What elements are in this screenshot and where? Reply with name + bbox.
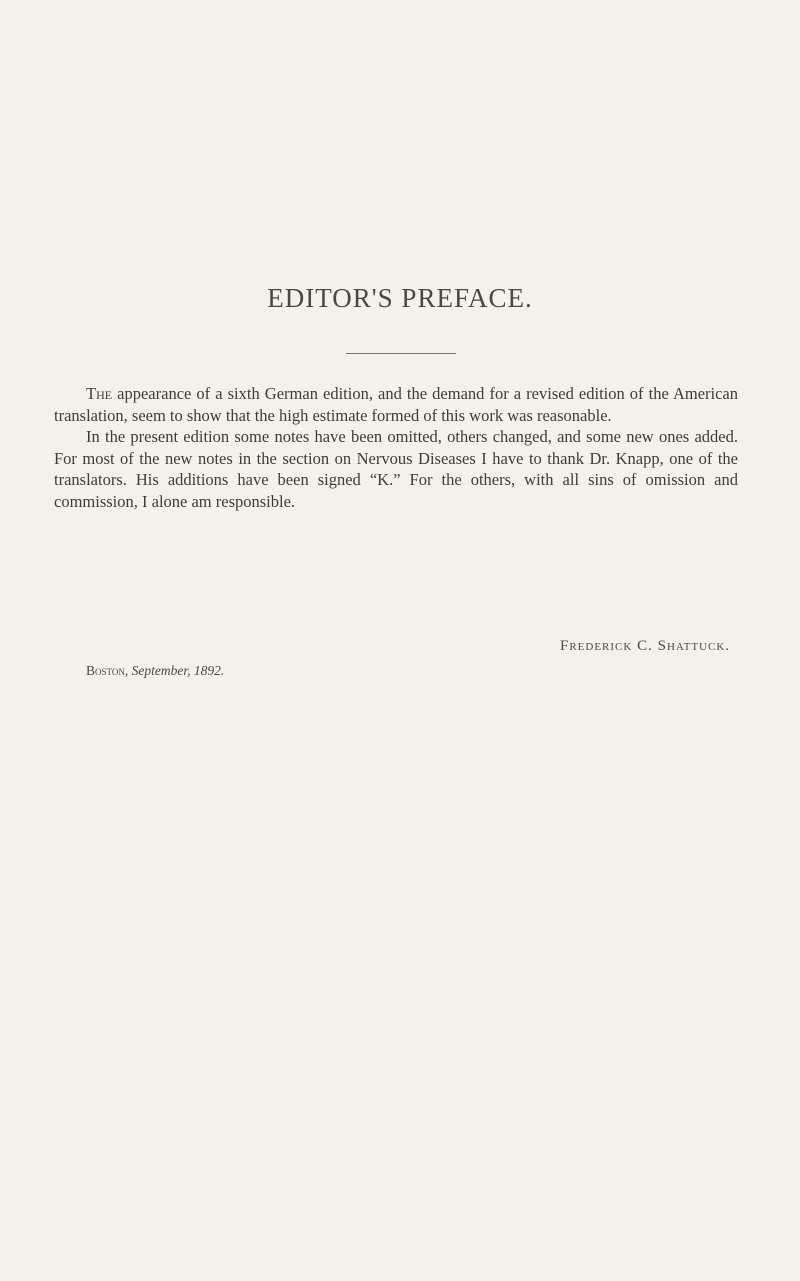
paragraph-1-text: appearance of a sixth German edition, and the demand for a revised edition of the American translation, seem to show that the high estimate formed of this work was reasonable. bbox=[54, 384, 738, 425]
title-rule bbox=[346, 353, 456, 354]
dateline-place: Boston, bbox=[86, 663, 129, 678]
page-title: EDITOR'S PREFACE. bbox=[267, 283, 533, 313]
paragraph-2-text: In the present edition some notes have been omitted, others changed, and some new ones added. For most of the new notes in the section on Nervous Diseases I have to thank Dr. Knapp, one of the translators. His additions have been signed “K.” For the others, with all sins of omission and commission, I alone am responsible. bbox=[54, 427, 738, 511]
preface-body bbox=[54, 383, 738, 512]
paragraph-1 bbox=[54, 383, 738, 426]
signature: Frederick C. Shattuck. bbox=[560, 638, 731, 654]
dateline bbox=[86, 663, 224, 679]
dateline-date: September, 1892. bbox=[131, 663, 225, 678]
paragraph-2 bbox=[54, 426, 738, 512]
lead-word: The bbox=[86, 384, 113, 403]
